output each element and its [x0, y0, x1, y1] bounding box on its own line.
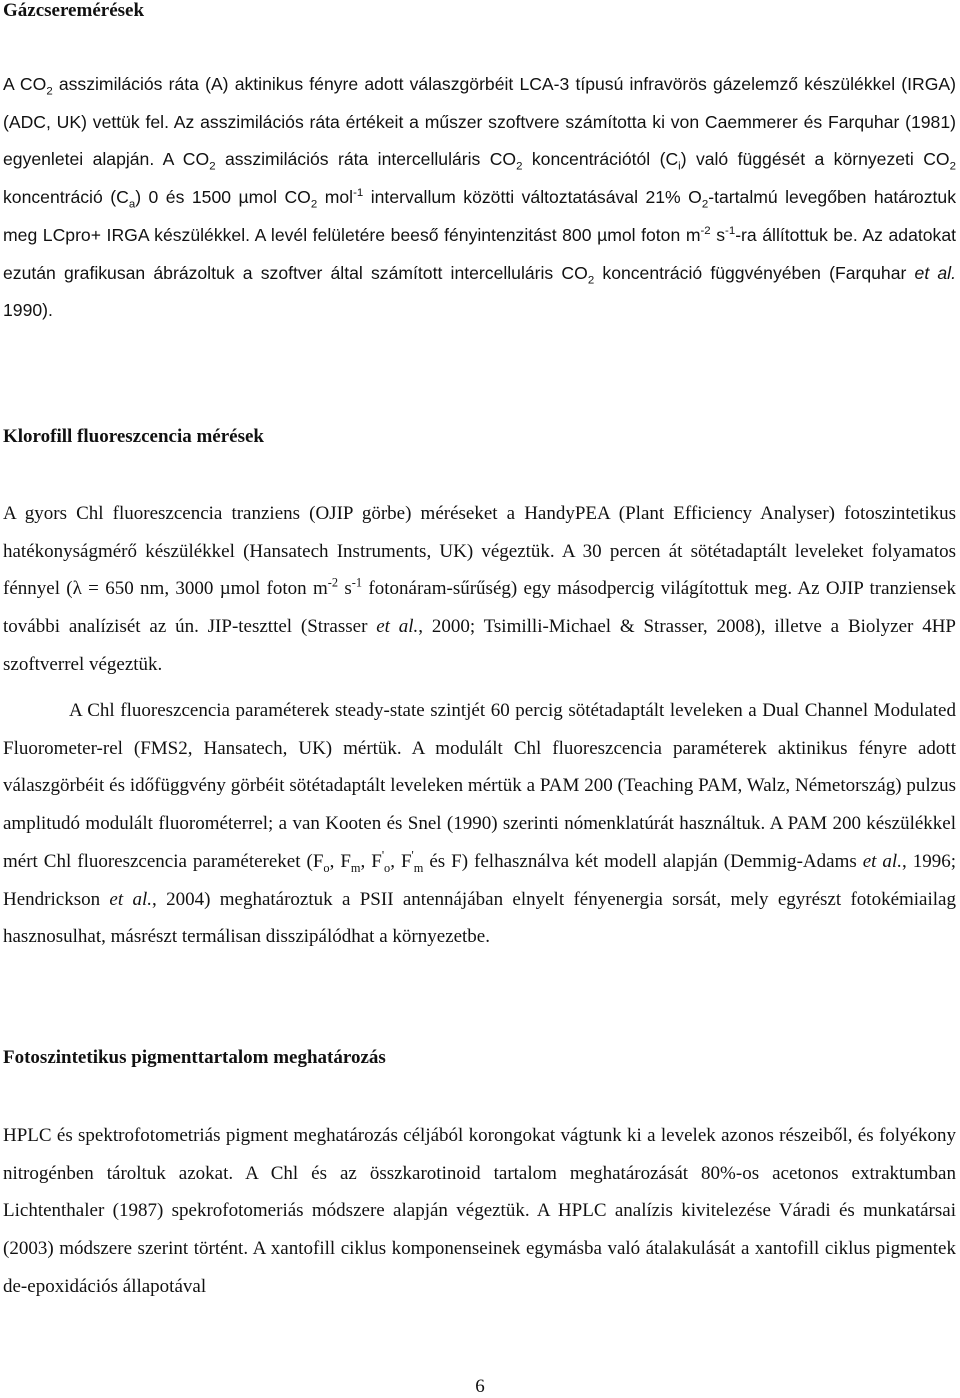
- page-number: 6: [475, 1376, 485, 1397]
- paragraph-gas-exchange: A $CO_2$ asszimilációs ráta (A) aktinikus fényre adott válaszgörbéit LCA-3 típusú infravörös gázelemző készülékkel (IRGA) (ADC, UK) vettük fel. Az asszimilációs ráta értékeit a műszer szoftvere számította ki von Caemmerer és Farquhar (1981) egyenletei alapján. A $CO_2$ asszimilációs ráta intercelluláris $CO_2$ koncentrációtól $(C_i)$ való függését a környezeti $CO_2$ koncentráció $(C_a)$ 0 és 1500 µmol $CO_2$ mol$^{-1}$ intervallum közötti változtatásával 21% $O_2$-tartalmú levegőben határoztuk meg LCpro+ IRGA készülékkel. A levél felületére beeső fényintenzitást 800 µmol foton $m^{-2}$ $s^{-1}-ra$ állítottuk be. Az adatokat ezután grafikusan ábrázoltuk a szoftver által számított intercelluláris $CO_2$ koncentráció függvényében (Farquhar et al. 1990).: [3, 74, 957, 321]
- section-heading-pigment-content: Fotoszintetikus pigmenttartalom meghatározás: [3, 1047, 386, 1068]
- paragraph-modulated-fluorescence: A Chl fluoreszcencia paraméterek steady-state szintjét 60 percig sötétadaptált leveleken a Dual Channel Modulated Fluorometer-rel (FMS2, Hansatech, UK) mértük. A modulált Chl fluoreszcencia paraméterek aktinikus fényre adott válaszgörbéit és időfüggvény görbéit sötétadaptált leveleken mértük a PAM 200 (Teaching PAM, Walz, Németország) pulzus amplitudó modulált fluorométerrel; a van Kooten és Snel (1990) szerinti nómenklatúrát használtuk. A PAM 200 készülékkel mért Chl fluoreszcencia paramétereket ($F_o$, $F_m$, $F'_o$, $F'_m$ és F) felhasználva két modell alapján (Demmig-Adams et al., 1996; Hendrickson et al., 2004) meghatároztuk a PSII antennájában elnyelt fényenergia sorsát, mely egyrészt fotokémiailag hasznosulhat, másrészt termálisan disszipálódhat a környezetbe.: [3, 700, 956, 948]
- section-heading-chlorophyll-fluorescence: Klorofill fluoreszcencia mérések: [3, 426, 264, 447]
- section-heading-gas-exchange: Gázcseremérések: [3, 0, 145, 21]
- paragraph-ojip: A gyors Chl fluoreszcencia tranziens (OJIP görbe) méréseket a HandyPEA (Plant Efficiency Analyser) fotoszintetikus hatékonyságmérő készülékkel (Hansatech Instruments, UK) végeztük. A 30 percen át sötétadaptált leveleket folyamatos fénnyel (λ = 650 nm, 3000 µmol foton $m^{-2}$ $s^{-1}$ fotonáram-sűrűség) egy másodpercig világítottuk meg. Az OJIP tranziensek további analízisét az ún. JIP-teszttel (Strasser et al., 2000; Tsimilli-Michael & Strasser, 2008), illetve a Biolyzer 4HP szoftverrel végeztük.: [3, 503, 956, 675]
- paragraph-hplc: HPLC és spektrofotometriás pigment meghatározás céljából korongokat vágtunk ki a levelek azonos részeiből, és folyékony nitrogénben tároltuk azokat. A Chl és az összkarotinoid tartalom meghatározását 80%-os acetonos extraktumban Lichtenthaler (1987) spekrofotomeriás módszere alapján végeztük. A HPLC analízis kivitelezése Váradi és munkatársai (2003) módszere szerint történt. A xantofill ciklus komponenseinek egymásba való átalakulását a xantofill ciklus pigmentek de-epoxidációs állapotával: [3, 1125, 956, 1297]
